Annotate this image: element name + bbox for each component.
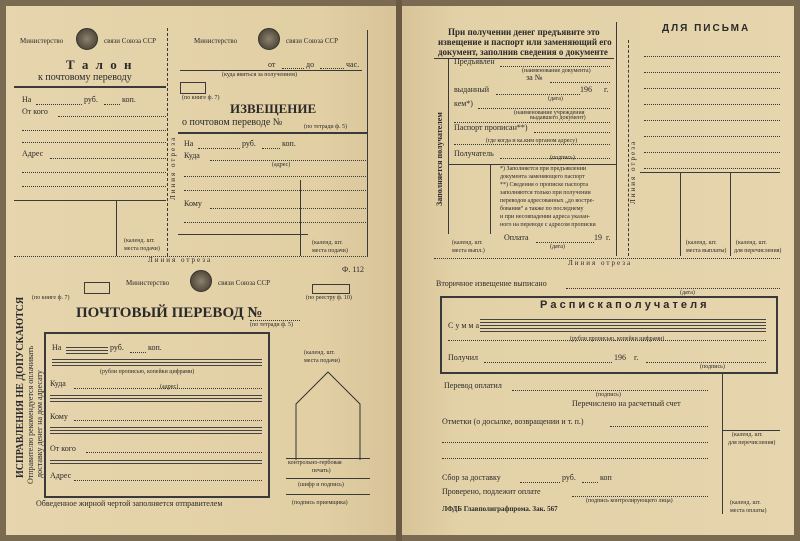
perevod-side-1: ИСПРАВЛЕНИЯ НЕ ДОПУСКАЮТСЯ <box>15 296 26 478</box>
perevod-na: На <box>52 343 62 352</box>
rt-note-1: *) Заполняется при предъявлении <box>500 166 587 172</box>
rb-mesta-2: места оплаты) <box>730 508 767 514</box>
rt-year: 196 <box>580 85 592 94</box>
rt-side-label: Заполняется получателем <box>435 112 444 206</box>
book-gutter <box>396 0 402 541</box>
ussr-emblem-icon-3 <box>190 270 212 292</box>
rt-note-4: заполняются только при получении <box>500 190 591 196</box>
perevod-number-box <box>84 282 110 294</box>
rb-provereno: Проверено, подлежит оплате <box>442 487 541 496</box>
perevod-kop: коп. <box>148 343 162 352</box>
talon-subtitle: к почтовому переводу <box>38 72 132 83</box>
talon-ministry: Министерство <box>20 37 64 45</box>
perevod-kalend: (календ. шт. <box>304 350 335 356</box>
talon-ministry-2: связи Союза ССР <box>104 37 157 45</box>
rb-otmetki: Отметки (о досылке, возвращении и т. п.) <box>442 417 584 426</box>
ussr-emblem-icon-2 <box>258 28 280 50</box>
rb-data: (дата) <box>680 290 695 296</box>
perevod-po-reestru: (по реестру ф. 10) <box>306 295 352 301</box>
perevod-po-tetradi: (по тетради ф. 5) <box>250 322 294 328</box>
perevod-mesta: места подачи) <box>304 358 340 364</box>
izv-kuda: Куда <box>184 151 200 160</box>
perevod-ot-kogo: От кого <box>50 444 76 453</box>
talon-kalend: (календ. шт. <box>124 238 155 244</box>
rb-printer: ЛФДБ Главполиграфпрома. Зак. 567 <box>442 505 558 513</box>
rb-perevod-oplatil: Перевод оплатил <box>444 381 502 390</box>
perevod-kontrolno: контрольно-гербовая <box>288 460 342 466</box>
izv-rub: руб. <box>242 139 256 148</box>
talon-rub-label: руб. <box>84 95 98 104</box>
izv-do: до <box>306 60 315 69</box>
talon-cut-line <box>167 28 168 256</box>
talon-cut-label: Линия отреза <box>169 135 177 200</box>
perevod-adres: (адрес) <box>160 384 179 390</box>
izv-number-box <box>180 82 206 94</box>
rt-line-3: документ, заполнив сведения о документе <box>438 47 608 57</box>
talon-ot-kogo-label: От кого <box>22 107 48 116</box>
left-cut-label: Линия отреза <box>148 256 213 264</box>
perevod-side-2: Отправителю рекомендуется оплачивать <box>26 345 35 484</box>
rt-poluchatel: Получатель <box>454 149 494 158</box>
rb-summa: С у м м а <box>448 321 480 330</box>
izv-ot: от <box>268 60 276 69</box>
rb-raspiska-title: Р а с п и с к а п о л у ч а т е л я <box>540 299 707 311</box>
rb-mesta: для перечисления) <box>728 440 776 446</box>
perevod-podpis-priemshchika: (подпись приемщика) <box>292 500 348 506</box>
izv-ministry: Министерство <box>194 37 238 45</box>
rt-vydannyi: выданный <box>454 85 489 94</box>
perevod-title: ПОЧТОВЫЙ ПЕРЕВОД № <box>76 305 263 321</box>
rb-sbor: Сбор за доставку <box>442 473 501 482</box>
rt-note-2: документа заменяющего паспорт <box>500 174 585 180</box>
rt-data: (дата) <box>548 96 563 102</box>
rb-rubli-propisyu: (рубли прописью, копейки цифрами) <box>570 336 665 342</box>
perevod-po-knige: (по книге ф. 7) <box>32 295 70 301</box>
rt-mesta-2: места выплаты) <box>686 248 727 254</box>
rt-mesta: места выпл.) <box>452 248 485 254</box>
rt-note-8: ного на переводе с адресом прописки <box>500 222 596 228</box>
talon-kop-label: коп. <box>122 95 136 104</box>
izv-kalend: (календ. шт. <box>312 240 343 246</box>
rb-year: 196 <box>614 353 626 362</box>
perevod-adres-2: Адрес <box>50 471 72 480</box>
perevod-shifr: (шифр и подпись) <box>298 482 344 488</box>
izv-title: ИЗВЕЩЕНИЕ <box>230 101 317 116</box>
rt-note-6: бования“ а также по последнему <box>500 206 584 212</box>
izv-ministry-2: связи Союза ССР <box>286 37 339 45</box>
izv-na: На <box>184 139 194 148</box>
rb-podpis-2: (подпись) <box>596 392 621 398</box>
perevod-reestr-box <box>312 284 350 294</box>
rb-podpis: (подпись) <box>700 364 725 370</box>
rt-note-5: переводов адресованных „до востре- <box>500 198 595 204</box>
rt-podpis: (подпись) <box>550 155 575 161</box>
rb-vtorichnoe: Вторичное извещение выписано <box>436 279 547 288</box>
perevod-pechat: печать) <box>312 468 331 474</box>
perevod-ministry-2: связи Союза ССР <box>218 279 271 287</box>
rb-kop: коп <box>600 473 612 482</box>
rt-line-1: При получении денег предъявите это <box>448 27 600 37</box>
rt-line-2: извещение и паспорт или заменяющий его <box>438 37 612 47</box>
rt-note-3: **) Сведения о прописке паспорта <box>500 182 589 188</box>
rt-kalend-3: (календ. шт. <box>736 240 767 246</box>
talon-title: Т а л о н <box>66 57 134 72</box>
rt-kalend: (календ. шт. <box>452 240 483 246</box>
izv-mesta: места подачи) <box>312 248 348 254</box>
rt-vydavshego: выдавшего документ) <box>530 115 586 121</box>
perevod-komu: Кому <box>50 412 68 421</box>
perevod-ministry: Министерство <box>126 279 170 287</box>
rt-g: г. <box>604 85 609 94</box>
rb-kalend-2: (календ. шт. <box>730 500 761 506</box>
ussr-emblem-icon <box>76 28 98 50</box>
rt-predyavlen: Предъявлен <box>454 57 495 66</box>
perevod-sender-area <box>44 332 270 498</box>
perevod-bottom-note: Обведенное жирной чертой заполняется отправителем <box>36 499 223 508</box>
perevod-form-no: Ф. 112 <box>342 265 365 274</box>
izv-kuda-yavitsya: (куда явиться за получением) <box>222 72 297 78</box>
izv-kop: коп. <box>282 139 296 148</box>
rb-poluchil: Получил <box>448 353 478 362</box>
izv-komu: Кому <box>184 199 202 208</box>
rt-za-no: за № <box>526 73 543 82</box>
rt-year-2: 19 <box>594 233 602 242</box>
izv-chas: час. <box>346 60 360 69</box>
rt-gde-kogda: (где когда и ка.ким органом адресу) <box>486 138 578 144</box>
izv-adres: (адрес) <box>272 162 291 168</box>
perevod-rubli-propisyu: (рубли прописью, копейки цифрами) <box>100 369 195 375</box>
rb-rub: руб. <box>562 473 576 482</box>
rt-mesta-3: для перечисления) <box>734 248 782 254</box>
izv-po-knige: (по книге ф. 7) <box>182 95 220 101</box>
rb-kalend: (календ. шт. <box>732 432 763 438</box>
talon-top-bold-line <box>14 86 166 88</box>
rt-kem: кем*) <box>454 99 473 108</box>
izv-po-tetradi: (по тетради ф. 5) <box>304 124 348 130</box>
rb-g: г. <box>634 353 639 362</box>
rt-naim-uchr: (наименование учреждения <box>514 110 585 116</box>
stamp-pentagon <box>290 366 366 462</box>
rt-g-2: г. <box>606 233 611 242</box>
rt-oplata: Оплата <box>504 233 529 242</box>
rt-dlya-pisma: ДЛЯ ПИСЬМА <box>662 23 751 34</box>
perevod-rub: руб. <box>110 343 124 352</box>
rb-podpis-kontrol: (подпись контролирующего лица) <box>586 498 673 504</box>
talon-na-label: На <box>22 95 32 104</box>
right-cut-label: Линия отреза <box>568 259 633 267</box>
rt-naim-doc: (наименование документа) <box>522 68 591 74</box>
rt-cut-label: Линия отреза <box>629 139 637 204</box>
talon-mesta: места подачи) <box>124 246 160 252</box>
izv-subtitle: о почтовом переводе № <box>182 117 283 128</box>
rb-perechisleno: Перечислено на расчетный счет <box>572 399 681 408</box>
perevod-kuda: Куда <box>50 379 66 388</box>
rt-note-7: и при несовпадении адреса указан- <box>500 214 591 220</box>
rt-kalend-2: (календ. шт. <box>686 240 717 246</box>
rt-pasport: Паспорт прописан**) <box>454 123 528 132</box>
perevod-side-3: доставку денег на дом адресату <box>35 370 44 478</box>
rt-data-2: (дата) <box>550 244 565 250</box>
talon-adres-label: Адрес <box>22 149 44 158</box>
